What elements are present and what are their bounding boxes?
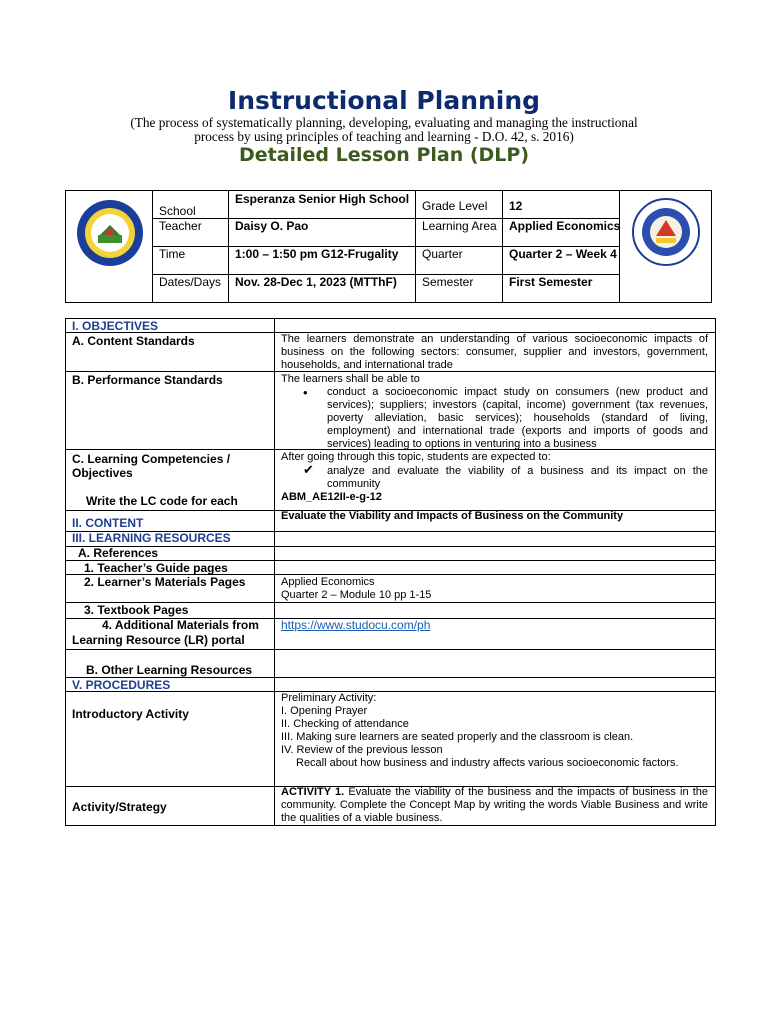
time-label: Time (159, 247, 186, 261)
learning-area-value: Applied Economics (509, 219, 621, 233)
semester-value: First Semester (509, 275, 593, 289)
introductory-activity-label: Introductory Activity (72, 707, 189, 721)
time-value: 1:00 – 1:50 pm G12-Frugality (235, 247, 399, 261)
deped-seal-icon (632, 198, 700, 271)
performance-bullet: conduct a socioeconomic impact study on consumers (new product and services); suppliers; investors (capital, income) government (tax revenues, poverty alleviation, basic services); households (standard of living, employment) and international trade (exports and imports of goods and services) leading to options in venturing into a business (327, 386, 708, 450)
teacher-label: Teacher (159, 219, 202, 233)
prelim-heading: Preliminary Activity: (281, 692, 377, 704)
additional-materials-line1: 4. Additional Materials from (102, 618, 259, 632)
document-title: Instructional Planning (227, 86, 541, 115)
semester-label: Semester (422, 275, 474, 289)
activity-strategy-label: Activity/Strategy (72, 800, 167, 814)
checkmark-icon: ✔ (303, 462, 314, 477)
competencies-intro: After going through this topic, students are expected to: (281, 451, 551, 463)
prelim-item-5: Recall about how business and industry affects various socioeconomic factors. (296, 757, 679, 769)
lc-code-label: Write the LC code for each (86, 494, 238, 508)
prelim-item-2: II. Checking of attendance (281, 718, 409, 730)
quarter-value: Quarter 2 – Week 4 (509, 247, 617, 261)
lc-code-value: ABM_AE12II-e-g-12 (281, 491, 382, 503)
subtitle-line-2: process by using principles of teaching and learning - D.O. 42, s. 2016) (194, 129, 574, 144)
competencies-label-line2: Objectives (72, 466, 133, 480)
performance-standards-label: B. Performance Standards (72, 373, 223, 387)
other-resources-label: B. Other Learning Resources (86, 663, 253, 677)
prelim-item-3: III. Making sure learners are seated properly and the classroom is clean. (281, 731, 634, 743)
bullet-icon: • (303, 385, 308, 400)
content-heading: II. CONTENT (72, 516, 144, 530)
content-text: Evaluate the Viability and Impacts of Business on the Community (281, 510, 624, 522)
prelim-item-4: IV. Review of the previous lesson (281, 744, 443, 756)
subtitle-line-1: (The process of systematically planning, developing, evaluating and managing the instructional (130, 115, 638, 130)
school-seal-icon (76, 199, 144, 272)
textbook-pages-label: 3. Textbook Pages (84, 603, 189, 617)
competencies-label-line1: C. Learning Competencies / (72, 452, 231, 466)
learning-resources-heading: III. LEARNING RESOURCES (72, 531, 231, 545)
school-value: Esperanza Senior High School (235, 192, 410, 206)
references-label: A. References (78, 546, 159, 560)
learners-materials-label: 2. Learner’s Materials Pages (84, 575, 246, 589)
learners-materials-line1: Applied Economics (281, 576, 375, 588)
content-standards-label: A. Content Standards (72, 334, 195, 348)
studocu-link[interactable]: https://www.studocu.com/ph (281, 618, 431, 632)
grade-level-label: Grade Level (422, 199, 488, 213)
school-info-table (65, 190, 712, 303)
activity-text-block (281, 786, 708, 825)
dlp-title: Detailed Lesson Plan (DLP) (238, 144, 530, 166)
learners-materials-line2: Quarter 2 – Module 10 pp 1-15 (281, 589, 432, 601)
quarter-label: Quarter (422, 247, 463, 261)
procedures-heading: V. PROCEDURES (72, 678, 171, 692)
objectives-heading: I. OBJECTIVES (72, 319, 159, 333)
additional-materials-line2: Learning Resource (LR) portal (72, 633, 245, 647)
dates-value: Nov. 28-Dec 1, 2023 (MTThF) (235, 275, 397, 289)
performance-intro: The learners shall be able to (281, 373, 420, 385)
document-subtitle (100, 116, 668, 144)
prelim-item-1: I. Opening Prayer (281, 705, 368, 717)
activity-label: ACTIVITY 1. (281, 786, 345, 798)
grade-level-value: 12 (509, 199, 523, 213)
teachers-guide-label: 1. Teacher’s Guide pages (84, 561, 228, 575)
content-standards-text: The learners demonstrate an understanding of various socioeconomic impacts of business on the following sectors: consumer, supplier and investors, government, households, and international trade (281, 333, 708, 371)
dates-label: Dates/Days (159, 275, 222, 289)
teacher-value: Daisy O. Pao (235, 219, 309, 233)
activity-text: Evaluate the viability of the business and the impacts of business in the community. Complete the Concept Map by writing the words Viable Business and write the qualities of a viable business. (281, 786, 708, 824)
school-label: School (159, 204, 196, 218)
learning-area-label: Learning Area (422, 219, 497, 233)
competency-item: analyze and evaluate the viability of a business and its impact on the community (327, 465, 708, 490)
lesson-plan-table (65, 318, 716, 826)
